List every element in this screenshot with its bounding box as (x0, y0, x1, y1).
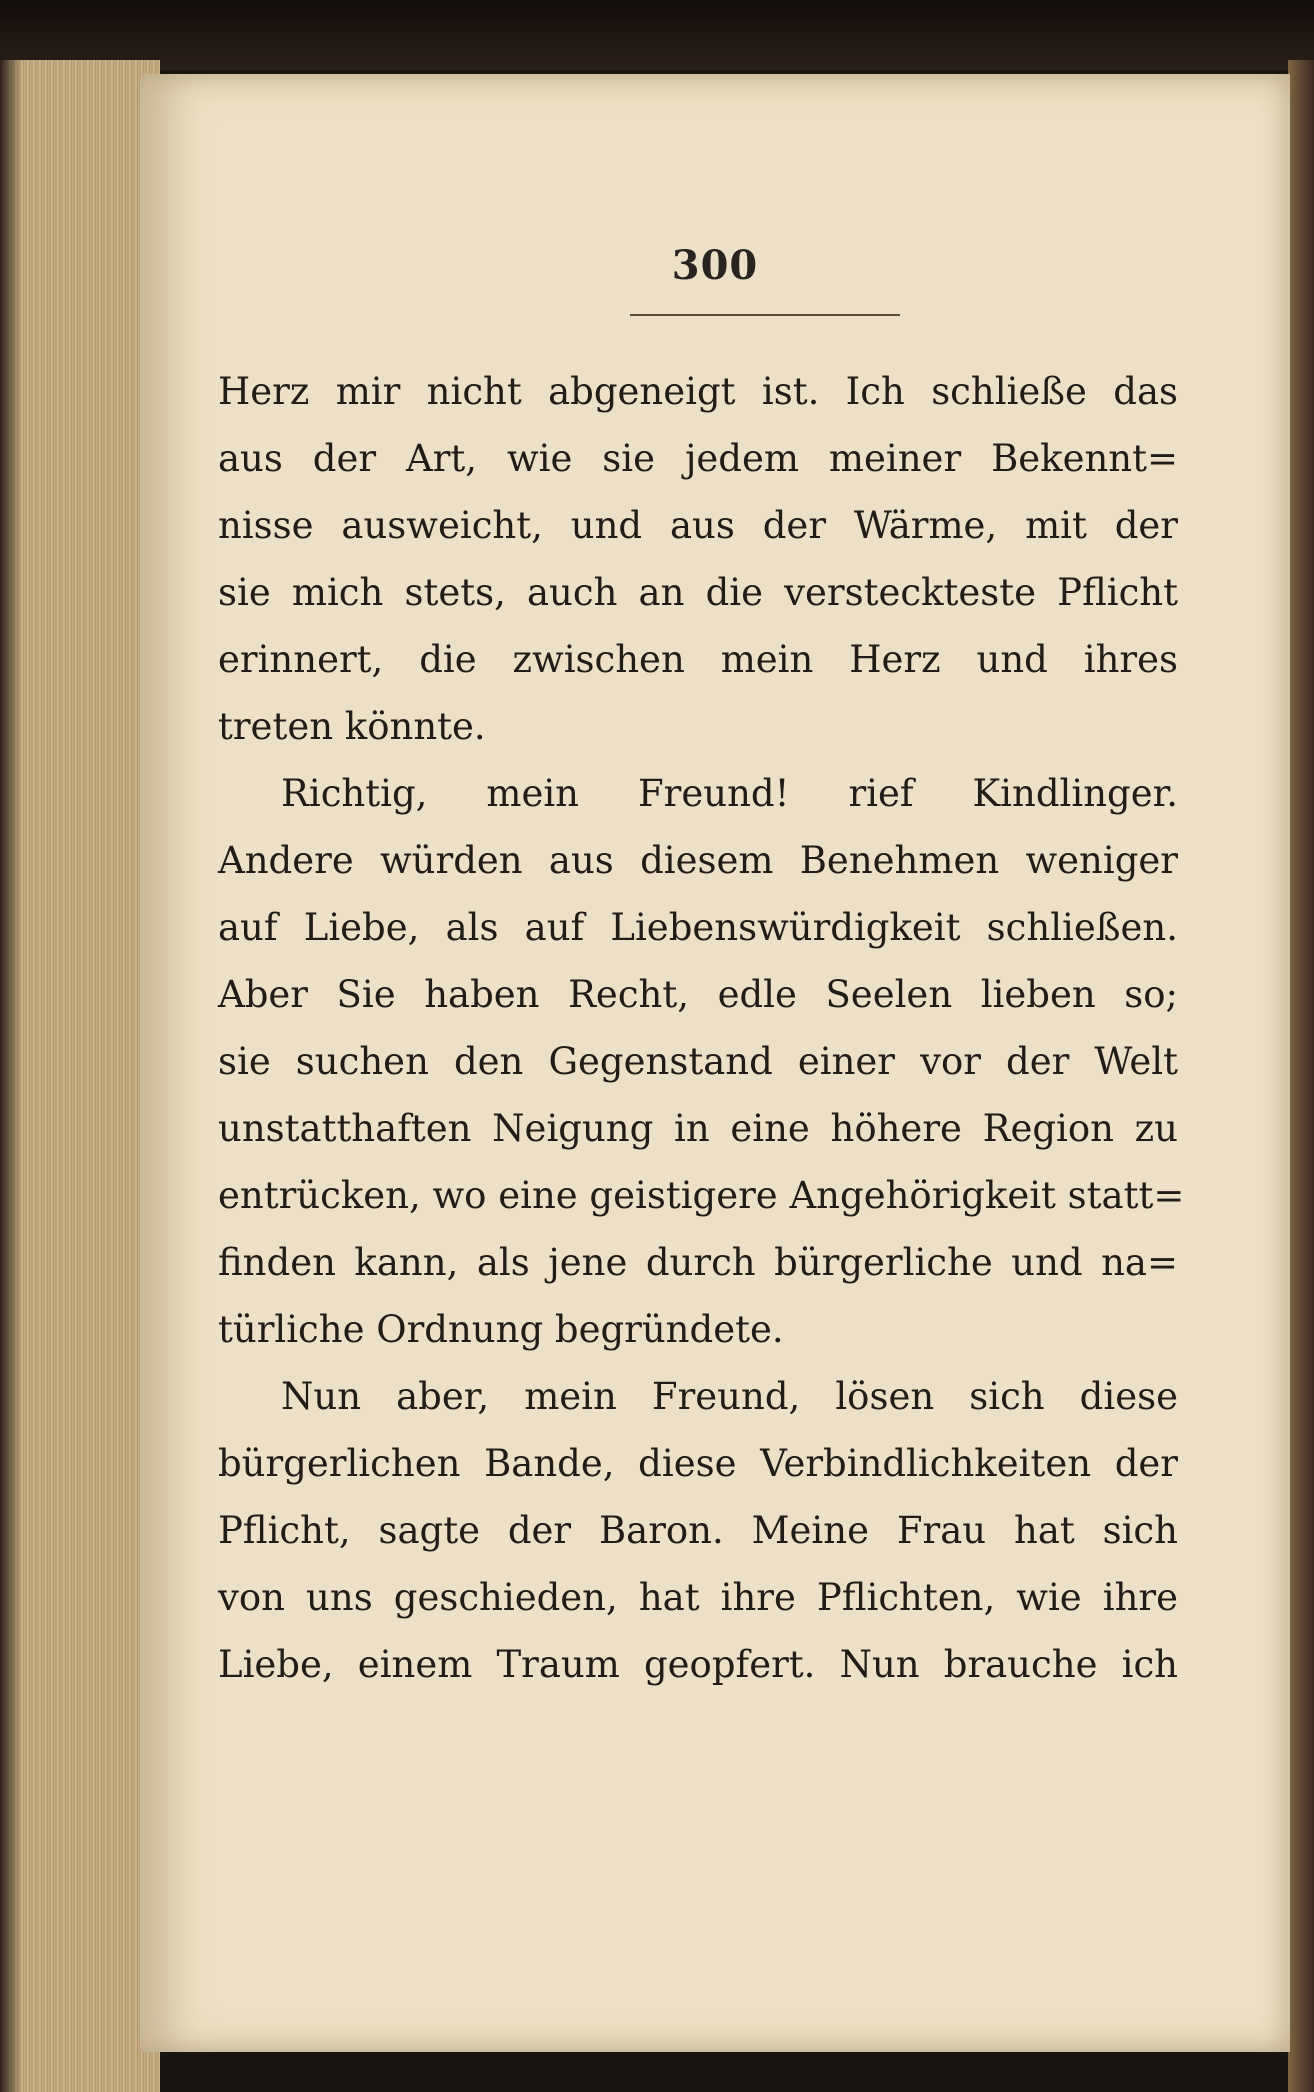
text-line: Nun aber, mein Freund, lösen sich diese (281, 1375, 1178, 1418)
text-line: Herz mir nicht abgeneigt ist. Ich schließe das (218, 370, 1178, 413)
text-line: türliche Ordnung begründete. (218, 1308, 784, 1351)
text-line: Andere würden aus diesem Benehmen weniger (218, 839, 1178, 882)
paragraph (218, 760, 1185, 1363)
page-block-shadow (0, 60, 22, 2092)
text-line: nisse ausweicht, und aus der Wärme, mit der (218, 504, 1178, 547)
text-line: Richtig, mein Freund! rief Kindlinger. (281, 772, 1178, 815)
text-line: Aber Sie haben Recht, edle Seelen lieben so; (218, 973, 1178, 1016)
text-line: treten könnte. (218, 705, 486, 748)
book-cover-edge (1288, 60, 1314, 2092)
text-line: Liebe, einem Traum geopfert. Nun brauche ich (218, 1643, 1178, 1686)
text-line: bürgerlichen Bande, diese Verbindlichkeiten der (218, 1442, 1178, 1485)
text-line: von uns geschieden, hat ihre Pflichten, wie ihre (218, 1576, 1178, 1619)
text-line: Pflicht, sagte der Baron. Meine Frau hat sich (218, 1509, 1178, 1552)
text-line: entrücken, wo eine geistigere Angehörigkeit statt= (218, 1174, 1185, 1217)
paragraph (218, 358, 1178, 760)
page-block-edges (0, 60, 160, 2092)
text-line: finden kann, als jene durch bürgerliche und na= (218, 1241, 1178, 1284)
scan-top-shadow (0, 0, 1314, 70)
text-line: sie mich stets, auch an die versteckteste Pflicht (218, 571, 1178, 614)
text-line: sie suchen den Gegenstand einer vor der Welt (218, 1040, 1178, 1083)
header-rule (630, 314, 900, 316)
page-number: 300 (671, 242, 759, 289)
text-line: erinnert, die zwischen mein Herz und ihres (218, 638, 1178, 681)
paragraph (218, 1363, 1178, 1698)
text-line: auf Liebe, als auf Liebenswürdigkeit schließen. (218, 906, 1178, 949)
text-line: aus der Art, wie sie jedem meiner Bekennt= (218, 437, 1178, 480)
text-line: unstatthaften Neigung in eine höhere Region zu (218, 1107, 1178, 1150)
body-text (218, 358, 1185, 1698)
